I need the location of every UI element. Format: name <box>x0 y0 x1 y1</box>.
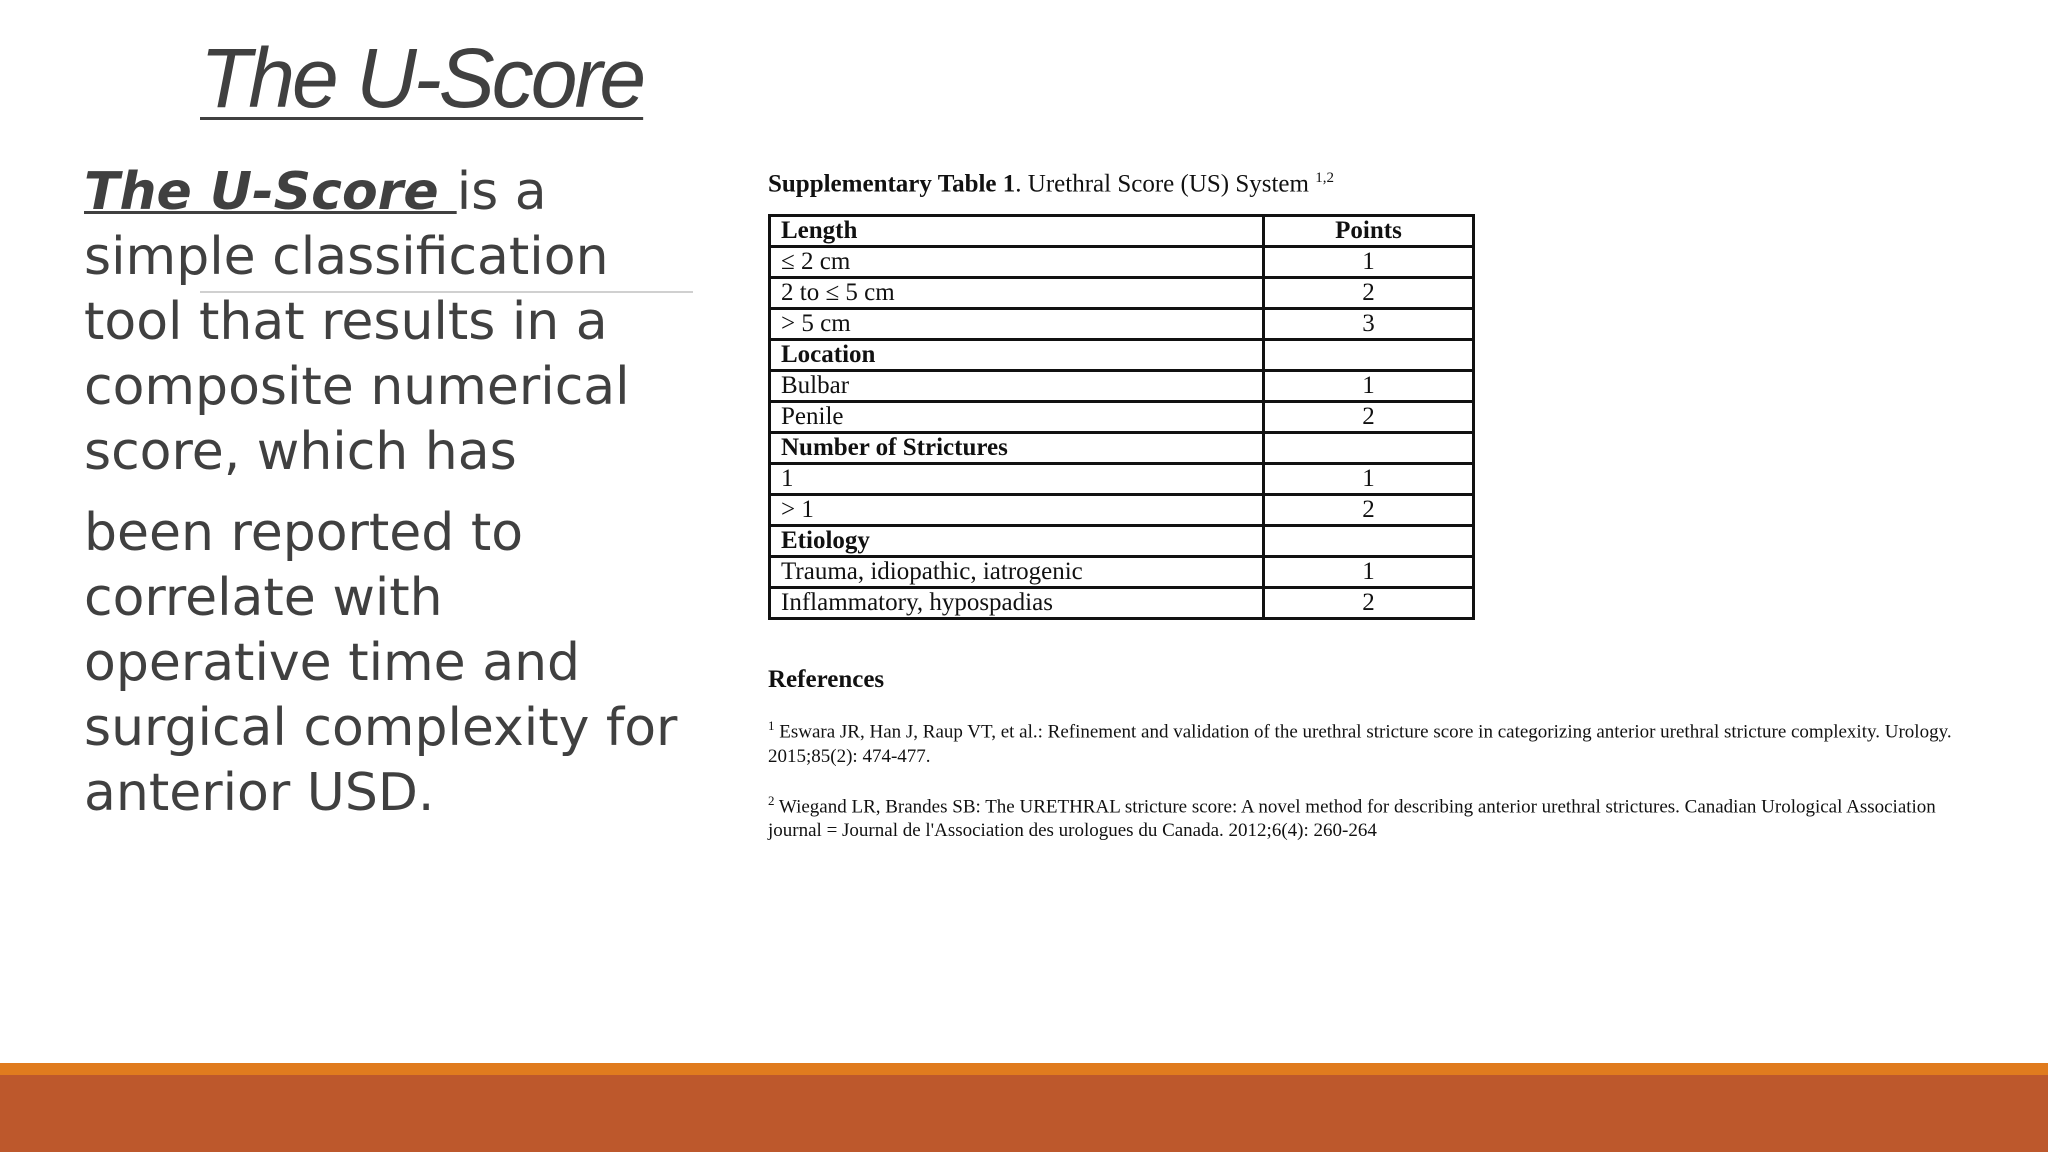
row-points <box>1264 340 1474 371</box>
row-label: Etiology <box>770 526 1264 557</box>
slide-body <box>84 160 694 826</box>
row-label: Penile <box>770 402 1264 433</box>
table-header-row <box>770 216 1474 247</box>
table-row <box>770 495 1474 526</box>
row-points: 2 <box>1264 278 1474 309</box>
footer-band <box>0 1075 2048 1152</box>
supplementary-document <box>768 170 1968 863</box>
reference-1 <box>768 714 1968 768</box>
table-row <box>770 557 1474 588</box>
row-points: 1 <box>1264 247 1474 278</box>
row-label: 2 to ≤ 5 cm <box>770 278 1264 309</box>
table-group-row <box>770 526 1474 557</box>
reference-2-text: Wiegand LR, Brandes SB: The URETHRAL stricture score: A novel method for describing anterior urethral strictures. Canadian Urological Association journal = Journal de l'Association des urologues du Canada. 2012;6(4): 260-264 <box>768 795 1936 841</box>
slide-title: The U-Score <box>200 31 644 125</box>
row-points: 3 <box>1264 309 1474 340</box>
row-label: 1 <box>770 464 1264 495</box>
footer-accent-stripe <box>0 1063 2048 1075</box>
row-label: > 5 cm <box>770 309 1264 340</box>
table-row <box>770 464 1474 495</box>
row-label: > 1 <box>770 495 1264 526</box>
table-body <box>770 247 1474 619</box>
table-group-row <box>770 433 1474 464</box>
row-points: 2 <box>1264 402 1474 433</box>
row-points: 1 <box>1264 557 1474 588</box>
row-label: Bulbar <box>770 371 1264 402</box>
row-points: 1 <box>1264 464 1474 495</box>
reference-1-number: 1 <box>768 718 775 734</box>
table-row <box>770 402 1474 433</box>
references-heading: References <box>768 666 885 694</box>
row-points: 2 <box>1264 588 1474 619</box>
body-paragraph-1 <box>84 160 694 485</box>
table-row <box>770 278 1474 309</box>
table-caption <box>768 170 1968 198</box>
reference-2-number: 2 <box>768 792 775 808</box>
row-label: Trauma, idiopathic, iatrogenic <box>770 557 1264 588</box>
reference-2 <box>768 789 1968 843</box>
row-label: ≤ 2 cm <box>770 247 1264 278</box>
row-points <box>1264 433 1474 464</box>
row-points: 1 <box>1264 371 1474 402</box>
header-points: Points <box>1264 216 1474 247</box>
table-row <box>770 309 1474 340</box>
urethral-score-table <box>768 214 1475 620</box>
caption-bold: Supplementary Table 1 <box>768 170 1016 198</box>
row-label: Inflammatory, hypospadias <box>770 588 1264 619</box>
table-group-row <box>770 340 1474 371</box>
row-label: Location <box>770 340 1264 371</box>
caption-text: . Urethral Score (US) System <box>1015 170 1316 198</box>
header-length: Length <box>770 216 1264 247</box>
body-paragraph-2: been reported to correlate with operative time and surgical complexity for anterior USD. <box>84 503 678 823</box>
table-row <box>770 588 1474 619</box>
table-row <box>770 247 1474 278</box>
row-label: Number of Strictures <box>770 433 1264 464</box>
caption-sup: 1,2 <box>1315 170 1334 186</box>
table-row <box>770 371 1474 402</box>
row-points <box>1264 526 1474 557</box>
body-term: The U-Score <box>84 162 457 222</box>
body-text-1: is a simple classification tool that results in a composite numerical score, which has <box>84 162 630 482</box>
row-points: 2 <box>1264 495 1474 526</box>
reference-1-text: Eswara JR, Han J, Raup VT, et al.: Refinement and validation of the urethral stricture score in categorizing anterior urethral stricture complexity. Urology. 2015;85(2): 474-477. <box>768 721 1952 767</box>
